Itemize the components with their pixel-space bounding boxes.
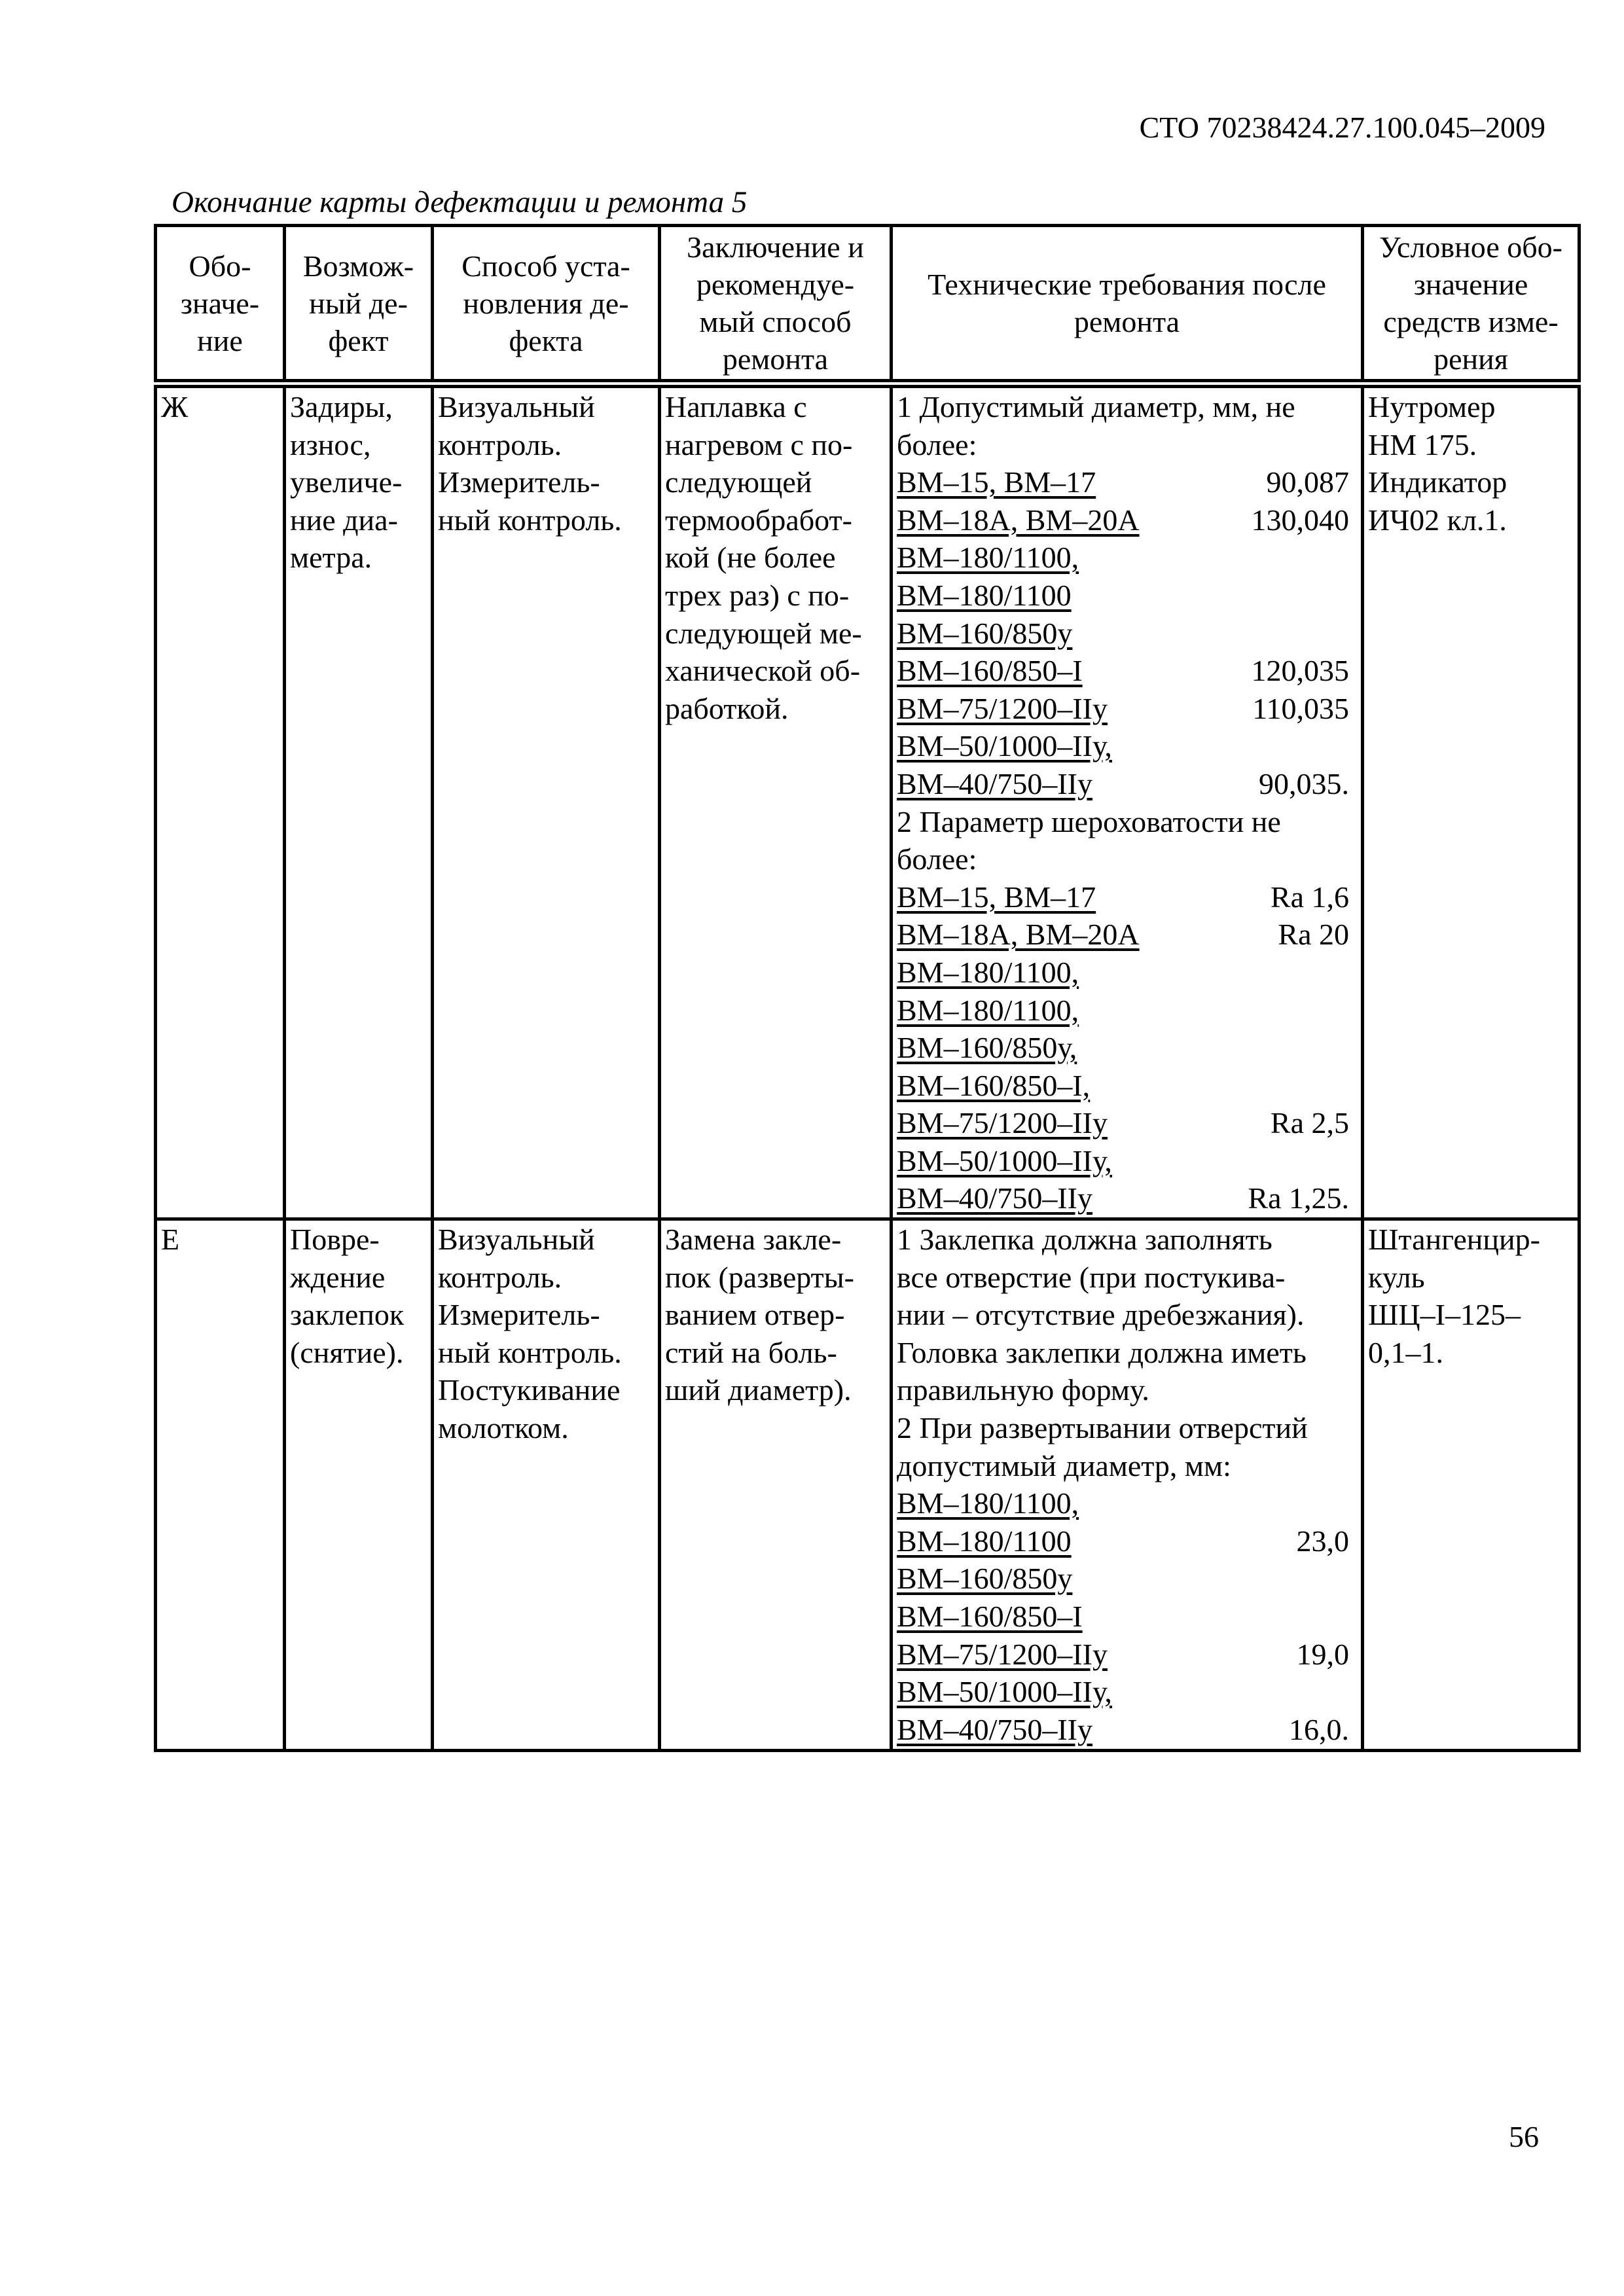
requirement-model-line (897, 539, 1357, 577)
model-name: ВМ–160/850–I (897, 654, 1083, 688)
model-value: 90,087 (1266, 465, 1349, 499)
model-name: ВМ–180/1100 (897, 1524, 1072, 1558)
model-name: ВМ–160/850у (897, 1562, 1073, 1596)
requirement-model-line (897, 1711, 1357, 1749)
cell-line: метра. (290, 541, 372, 575)
model-name: ВМ–180/1100, (897, 1486, 1079, 1520)
cell-line: Нутромер (1368, 390, 1496, 423)
requirement-model-line (897, 690, 1357, 728)
requirement-model-line (897, 1029, 1357, 1067)
cell-line: Индикатор (1368, 465, 1507, 499)
model-name: ВМ–50/1000–IIу, (897, 729, 1112, 763)
requirement-model-line (897, 1067, 1357, 1105)
cell-line: ИЧ02 кл.1. (1368, 503, 1507, 537)
model-name: ВМ–15, ВМ–17 (897, 465, 1096, 499)
cell-line: Постукивание (438, 1373, 621, 1407)
cell-line: нагревом с по- (665, 427, 853, 461)
cell-line: Визуальный (438, 1223, 595, 1257)
model-name: ВМ–40/750–IIу (897, 1181, 1092, 1215)
model-value: 23,0 (1296, 1524, 1349, 1558)
cell-detection-method (433, 1219, 660, 1751)
cell-requirements (892, 1219, 1363, 1751)
header-repair-method: Заключение и рекомендуе- мый способ ремонта (660, 226, 892, 384)
cell-defect (285, 1219, 433, 1751)
cell-line: Визуальный (438, 390, 595, 423)
model-value: 90,035. (1259, 766, 1349, 800)
model-name: ВМ–160/850у, (897, 1031, 1077, 1065)
cell-line: трех раз) с по- (665, 578, 850, 612)
requirement-model-line (897, 878, 1357, 916)
requirement-text: более: (897, 427, 977, 461)
cell-line: ШЦ–I–125– (1368, 1298, 1521, 1332)
model-name: ВМ–180/1100, (897, 993, 1079, 1027)
defect-repair-table (154, 224, 1581, 1752)
requirement-model-line (897, 1142, 1357, 1180)
cell-line: 0,1–1. (1368, 1335, 1443, 1369)
requirement-text: нии – отсутствие дребезжания). (897, 1298, 1305, 1332)
requirement-model-line (897, 1673, 1357, 1711)
requirement-model-line (897, 463, 1357, 501)
cell-line: стий на боль- (665, 1335, 837, 1369)
requirement-model-line (897, 1636, 1357, 1674)
requirement-text: 2 При развертывании отверстий (897, 1411, 1308, 1445)
model-name: ВМ–40/750–IIу (897, 1712, 1092, 1746)
model-name: ВМ–160/850–I (897, 1600, 1083, 1633)
requirement-model-line (897, 615, 1357, 653)
requirement-model-line (897, 954, 1357, 992)
cell-line: ный контроль. (438, 1335, 622, 1369)
cell-line: ждение (290, 1260, 386, 1294)
cell-measuring-instrument (1363, 1219, 1579, 1751)
model-name: ВМ–160/850–I, (897, 1068, 1091, 1102)
header-technical-requirements: Технические требования после ремонта (892, 226, 1363, 384)
requirement-model-line (897, 727, 1357, 765)
cell-line: Повре- (290, 1223, 380, 1257)
model-name: ВМ–75/1200–IIу (897, 1637, 1108, 1671)
header-detection-method: Способ уста- новления де- фекта (433, 226, 660, 384)
cell-designation: Е (156, 1219, 285, 1751)
requirement-model-line (897, 652, 1357, 690)
requirement-text: правильную форму. (897, 1373, 1149, 1407)
model-name: ВМ–18А, ВМ–20А (897, 503, 1140, 537)
model-name: ВМ–160/850у (897, 616, 1073, 650)
cell-line: контроль. (438, 1260, 562, 1294)
cell-designation: Ж (156, 384, 285, 1219)
requirement-text: более: (897, 842, 977, 876)
header-measuring-instruments: Условное обо- значение средств изме- рения (1363, 226, 1579, 384)
cell-repair-method (660, 1219, 892, 1751)
model-name: ВМ–180/1100 (897, 578, 1072, 612)
cell-line: контроль. (438, 427, 562, 461)
cell-requirements (892, 384, 1363, 1219)
cell-line: Задиры, (290, 390, 393, 423)
cell-line: Замена закле- (665, 1223, 842, 1257)
model-value: 110,035 (1252, 691, 1349, 725)
model-name: ВМ–75/1200–IIу (897, 691, 1108, 725)
cell-line: Измеритель- (438, 465, 600, 499)
requirement-model-line (897, 1522, 1357, 1560)
requirement-model-line (897, 765, 1357, 803)
model-name: ВМ–15, ВМ–17 (897, 880, 1096, 914)
model-value: Ra 1,25. (1248, 1181, 1349, 1215)
cell-line: заклепок (290, 1298, 405, 1332)
cell-measuring-instrument (1363, 384, 1579, 1219)
cell-line: ший диаметр). (665, 1373, 852, 1407)
cell-line: пок (разверты- (665, 1260, 854, 1294)
cell-line: термообработ- (665, 503, 852, 537)
requirement-model-line (897, 1179, 1357, 1217)
cell-defect (285, 384, 433, 1219)
cell-line: куль (1368, 1260, 1425, 1294)
requirement-model-line (897, 916, 1357, 954)
cell-line: Штангенцир- (1368, 1223, 1540, 1257)
requirement-model-line (897, 1104, 1357, 1142)
cell-line: работкой. (665, 691, 789, 725)
table-row (156, 384, 1579, 1219)
cell-repair-method (660, 384, 892, 1219)
cell-line: молотком. (438, 1411, 569, 1445)
cell-line: ванием отвер- (665, 1298, 845, 1332)
cell-line: НМ 175. (1368, 427, 1477, 461)
table-caption: Окончание карты дефектации и ремонта 5 (171, 185, 748, 219)
cell-line: ханической об- (665, 654, 861, 688)
model-value: 120,035 (1251, 654, 1349, 688)
requirement-model-line (897, 1560, 1357, 1598)
requirement-model-line (897, 577, 1357, 615)
document-code: СТО 70238424.27.100.045–2009 (1139, 111, 1545, 144)
requirement-model-line (897, 501, 1357, 539)
model-value: Ra 20 (1278, 918, 1349, 952)
requirement-model-line (897, 992, 1357, 1030)
requirement-model-line (897, 1598, 1357, 1636)
model-value: 16,0. (1289, 1712, 1349, 1746)
requirement-text: допустимый диаметр, мм: (897, 1448, 1231, 1482)
cell-line: Наплавка с (665, 390, 807, 423)
model-name: ВМ–180/1100, (897, 955, 1079, 989)
requirement-text: 1 Допустимый диаметр, мм, не (897, 390, 1295, 423)
cell-line: износ, (290, 427, 371, 461)
model-name: ВМ–75/1200–IIу (897, 1106, 1108, 1140)
page-number: 56 (1509, 2120, 1539, 2153)
cell-line: ный контроль. (438, 503, 622, 537)
cell-detection-method (433, 384, 660, 1219)
table-row (156, 1219, 1579, 1751)
cell-line: кой (не более (665, 541, 836, 575)
model-value: 19,0 (1296, 1637, 1349, 1671)
model-value: Ra 1,6 (1270, 880, 1349, 914)
header-possible-defect: Возмож- ный де- фект (285, 226, 433, 384)
cell-line: следующей (665, 465, 812, 499)
model-value: Ra 2,5 (1270, 1106, 1349, 1140)
model-name: ВМ–50/1000–IIу, (897, 1143, 1112, 1177)
requirement-text: 1 Заклепка должна заполнять (897, 1223, 1272, 1257)
header-designation: Обо- значе- ние (156, 226, 285, 384)
requirement-model-line (897, 1484, 1357, 1522)
model-value: 130,040 (1251, 503, 1349, 537)
requirement-text: все отверстие (при постукива- (897, 1260, 1286, 1294)
model-name: ВМ–50/1000–IIу, (897, 1675, 1112, 1709)
requirement-text: Головка заклепки должна иметь (897, 1335, 1307, 1369)
cell-line: Измеритель- (438, 1298, 600, 1332)
model-name: ВМ–180/1100, (897, 541, 1079, 575)
cell-line: следующей ме- (665, 616, 862, 650)
model-name: ВМ–18А, ВМ–20А (897, 918, 1140, 952)
cell-line: (снятие). (290, 1335, 404, 1369)
cell-line: ние диа- (290, 503, 398, 537)
requirement-text: 2 Параметр шероховатости не (897, 804, 1281, 838)
table-header-row (156, 226, 1579, 384)
cell-line: увеличе- (290, 465, 403, 499)
model-name: ВМ–40/750–IIу (897, 766, 1092, 800)
